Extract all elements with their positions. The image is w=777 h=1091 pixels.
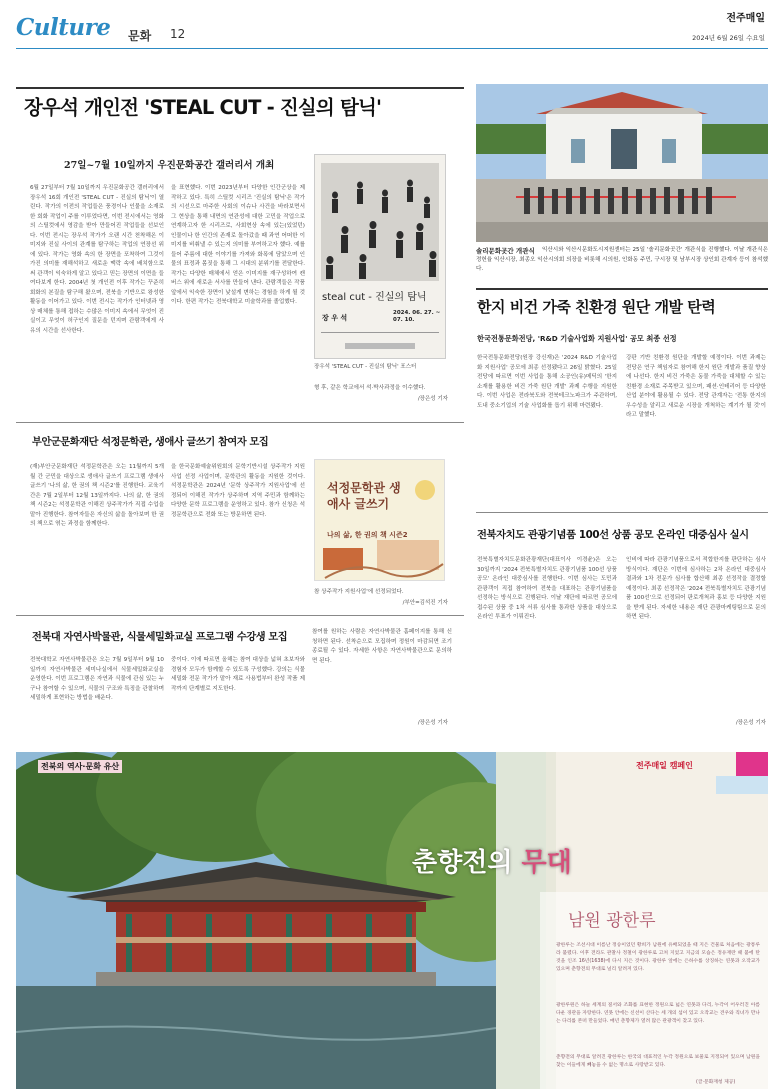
photo1-caption-text: 익산시와 익산시문화도시지원센터는 25일 '솔리문화곳간' 개관식을 진행했다. 이날 개관식은 정헌율 익산시장, 최종오 익산시의회 의장을 비롯해 시의원, 인화동 주민, 구시장 및 남부시장 상인회 관계자 등이 참석했다. [476, 247, 768, 272]
writing-poster-subtitle: 나의 삶, 한 권의 책 시즌2 [327, 531, 408, 539]
article5-body-col1: 전북대학교 자연사박물관은 오는 7월 9일부터 9월 10일까지 자연사박물관 세미나실에서 식물세밀화교실을 운영한다. 이번 프로그램은 자연과 식물에 관심 있는 누구나 참여할 수 있으며, 식물의 구조와 특징을 관찰하며 세밀하게 표현하는 방법을 배운다. [30, 657, 164, 701]
article5-body-col3: 참여를 원하는 사람은 자연사박물관 홈페이지를 통해 신청하면 된다. 선착순으로 모집하며 정원이 마감되면 조기 종료될 수 있다. 자세한 사항은 자연사박물관으로 문의하면 된다. [312, 629, 452, 664]
article2-body-col2: 을 한국문화예술위원회의 문학기반시설 상주작가 지원사업 선정 사업이며, 문학관의 활동을 지원한 것이다. 석정문학관은 2024년 '문학 상주작가 지원사업'에 선정되어 이해진 작가가 상주하며 지역 주민과 함께하는 다양한 문학 프로그램을 운영하고 있다. 참가 신청은 석정문학관으로 전화 또는 방문하면 된다. [171, 464, 305, 518]
poster-title: steal cut - 진실의 탐닉 [322, 292, 427, 303]
campaign-title-b: 무대 [521, 848, 572, 878]
campaign-title-a: 춘향전의 [412, 848, 522, 878]
campaign-para2: 광한루원은 하늘 세계의 질서와 조화를 표현한 정원으로 넓은 연못과 다리, 누각이 어우러진 아름다운 경관을 자랑한다. 연못 안에는 신선이 산다는 세 개의 섬이 있고 오작교는 견우와 직녀가 만나는 다리를 본떠 만들었다. 매년 춘향제가 열려 많은 관광객이 찾고 있다. [556, 1003, 760, 1024]
article1-top-rule [16, 87, 464, 89]
section-title-en: Culture [16, 14, 111, 41]
campaign-place: 남원 광한루 [568, 911, 656, 931]
campaign-para1: 광한루는 조선시대 이름난 정승이었던 황희가 남원에 유배되었을 때 지은 건물로 처음에는 광통루라 불렸다. 이후 전라도 관찰사 정철이 광한루로 고쳐 지었고 지금의 모습은 정유재란 때 불에 탄 것을 인조 16년(1638)에 다시 지은 것이다. 광한루 앞에는 은하수를 상징하는 연못과 오작교가 있으며 춘향전의 무대로 널리 알려져 있다. [556, 943, 760, 972]
article4-byline: /장은성 기자 [735, 720, 766, 726]
article3-top-rule [476, 288, 768, 290]
poster-caption: 장우석 'STEAL CUT - 진실의 탐닉' 포스터 [314, 364, 417, 370]
writing-program-poster [314, 459, 445, 581]
exhibition-poster [314, 154, 446, 359]
photo1-caption-title: 솔리문화곳간 개관식 [476, 247, 535, 255]
poster-dates: 2024. 06. 27. ~ 07. 10. [393, 310, 441, 323]
issue-date: 2024년 6월 26일 수요일 [692, 34, 765, 42]
article3-headline: 한지 비건 가죽 친환경 원단 개발 탄력 [477, 298, 716, 316]
article2-top-rule [16, 422, 464, 423]
article1-tail: 형 후, 같은 학교에서 석·박사과정을 이수했다. [314, 385, 426, 391]
article5-headline: 전북대 자연사박물관, 식물세밀화교실 프로그램 수강생 모집 [32, 632, 288, 643]
article1-body-col2: 을 표현했다. 이번 2023년부터 다양한 인간군상을 제작하고 있다. 특히 스틸컷 시리즈 '진실의 탐닉'은 작가의 시선으로 마주한 사회의 이슈나 사건을 바라보면서 그 현상을 통해 내면의 연관성에 대한 고민을 작업으로 연계하고자 한 시리즈로, 사회현상 속에 있는(있었던) 인물이나 한 인간의 존재로 돌아갔을 때 과연 어떠한 이미지를 비춰낼 수 있는지 의미를 부여하고자 했다. 예를 들어 주름에 대한 이야기를 가져와 화폭에 담았으며 인물의 표정과 몸짓을 통해 그 시대의 분위기를 전달한다. 작가는 다양한 매체에서 얻은 이미지를 재구성하여 캔버스 위에 새로운 서사를 만들어 낸다. 관람객들은 작품 앞에서 익숙한 장면이 낯설게 변하는 경험을 하게 될 것이다. 한편 작가는 전북대학교 미술학과를 졸업했다. [171, 185, 305, 305]
campaign-label-right: 전주매일 캠페인 [636, 761, 693, 770]
poster-figures-image [315, 155, 445, 359]
campaign-credit: (글·문화재청 제공) [696, 1080, 736, 1085]
article2-body-col1: (재)부안군문화재단 석정문학관은 오는 11월까지 5개월 간 군민을 대상으로 생애사 글쓰기 프로그램 생애사 글쓰기 '나의 삶, 한 권의 책 시즌2'를 진행한다. 교육기간은 7월 2일부터 12월 13일까지다. 나의 삶, 한 권의 책 시즌2는 석정문학관 이해진 상주작가가 직접 수업을 맡아 진행한다. 참여자들은 자신의 삶을 돌아보며 한 권의 책으로 엮는 과정을 함께한다. [30, 464, 164, 527]
article5-byline: /장은성 기자 [417, 720, 448, 726]
campaign-title [412, 842, 572, 879]
article1-body-col1: 6월 27일부터 7월 10일까지 우진문화공간 갤러리에서 장우석 16회 개인전 'STEAL CUT - 진실의 탐닉'이 열린다. 작가의 이전의 작업들은 풍경이나 인물을 소재로 한 회화 작업이 주를 이루었다면, 이번 전시에서는 영화의 스틸컷에서 영감을 받아 만들어진 작업들을 선보인다. 이번 전시는 장우석 작가가 오랜 시간 천착해온 이미지와 진실 사이의 관계를 탐구하는 작업의 연장선 위에 있다. 작가는 영화 속의 한 장면을 포착하여 그것이 가진 의미를 재해석하고 새로운 맥락 속에 배치함으로써 관객이 익숙하게 알고 있다고 믿는 장면의 이면을 들여다보게 한다. 2004년 첫 개인전 이후 작가는 꾸준히 회화의 본질을 탐구해 왔으며, 전북을 기반으로 왕성한 활동을 이어가고 있다. 이번 전시는 작가가 인터넷과 영상 매체를 통해 접하는 수많은 이미지 속에서 무엇이 진실이고 무엇이 허구인지 질문을 던지며 관람객에게 사유의 시간을 선사한다. [30, 185, 164, 334]
writing-poster-title: 석정문학관 생애사 글쓰기 [327, 481, 401, 511]
article3-body-col2: 강판 기반 친환경 원단을 개발할 예정이다. 이번 과제는 전당은 연구 책임자로 참여해 한지 원단 개발과 품질 향상에 나선다. 한지 비건 가죽은 동물 가죽을 대체할 수 있는 친환경 소재로 주목받고 있으며, 패션·인테리어 등 다양한 산업 분야에 활용될 수 있다. 전당 관계자는 '전통 한지의 우수성을 알리고 새로운 시장을 개척하는 계기가 될 것'이라고 말했다. [626, 355, 766, 418]
campaign-label-left: 전북의 역사·문화 유산 [38, 760, 122, 773]
article5-top-rule [16, 615, 464, 616]
article4-top-rule [476, 512, 768, 513]
article1-headline: 장우석 개인전 'STEAL CUT - 진실의 탐닉' [24, 96, 382, 119]
campaign-section [16, 752, 768, 1089]
article4-body-col2: 인비에 따라 관광기념품으로서 적합한지를 판단하는 심사 방식이다. 재단은 이번에 심사하는 2차 온라인 대중심사 결과와 1차 전문가 심사를 합산해 최종 선정작을 결정할 예정이다. 최종 선정작은 '2024 전북특별자치도 관광기념품 100선'으로 선정되어 판로개척과 홍보 등 다양한 지원을 받게 된다. 자세한 내용은 재단 관광마케팅팀으로 문의하면 된다. [626, 557, 766, 620]
photo1-caption-body [476, 246, 768, 274]
campaign-para3: 춘향전의 무대로 알려진 광한루는 한국의 대표적인 누각 정원으로 보물로 지정되어 있으며 남원을 찾는 이들에게 빼놓을 수 없는 명소로 사랑받고 있다. [556, 1055, 760, 1068]
campaign-accent-block-2 [716, 776, 768, 794]
article3-body-col1: 한국전통문화전당(원장 강신재)은 '2024 R&D 기술사업화 지원사업' 공모에 최종 선정됐다고 26일 밝혔다. 25일 전당에 따르면 이번 사업을 통해 소공인(유)메딕의 '한지소재를 활용한 비건 가죽 원단 개발' 과제 수행을 지원한다. 이번 사업은 전라북도와 전북테크노파크가 주관하며, 도내 중소기업의 기술 사업화를 돕기 위해 마련됐다. [477, 355, 617, 409]
page-number: 12 [170, 27, 186, 41]
paper-name: 전주매일 [726, 13, 765, 24]
article2-byline: /부안=김석진 기자 [402, 600, 448, 606]
article2-tail: 참 상주작가 지원사업'에 선정되었다. [314, 589, 404, 595]
campaign-accent-block [736, 752, 768, 776]
article5-body-col2: 중이다. 이에 따르면 올해는 참여 대상을 넓혀 초보자와 경험자 모두가 함께할 수 있도록 구성했다. 강의는 식물세밀화 전문 작가가 맡아 재료 사용법부터 완성 작품 제작까지 단계별로 지도한다. [171, 657, 305, 692]
article1-byline: /장은성 기자 [417, 396, 448, 402]
article4-headline: 전북자치도 관광기념품 100선 상품 공모 온라인 대중심사 실시 [477, 529, 749, 541]
article3-subtitle: 한국전통문화전당, 'R&D 기술사업화 지원사업' 공모 최종 선정 [477, 334, 677, 343]
section-title-ko: 문화 [128, 29, 152, 43]
header-rule [16, 48, 768, 49]
poster-artist: 장 우 석 [322, 314, 348, 322]
poster-book-image [315, 460, 445, 581]
opening-ceremony-photo [476, 84, 768, 242]
article4-body-col1: 전북특별자치도문화관광재단(대표이사 이경윤)은 오는 30일까지 '2024 전북특별자치도 관광기념품 100선 상품 공모' 온라인 대중심사를 진행한다. 이번 심사는 도민과 관광객이 직접 참여하여 전북을 대표하는 관광기념품을 선정하는 방식으로 진행된다. 이날 재단에 따르면 공모에 접수된 상품 중 1차 서류 심사를 통과한 상품을 대상으로 온라인 투표가 이뤄진다. [477, 557, 617, 620]
masthead [0, 0, 777, 48]
article2-headline: 부안군문화재단 석정문학관, 생애사 글쓰기 참여자 모집 [32, 437, 269, 448]
article1-subtitle: 27일~7월 10일까지 우진문화공간 갤러리서 개최 [64, 160, 275, 171]
